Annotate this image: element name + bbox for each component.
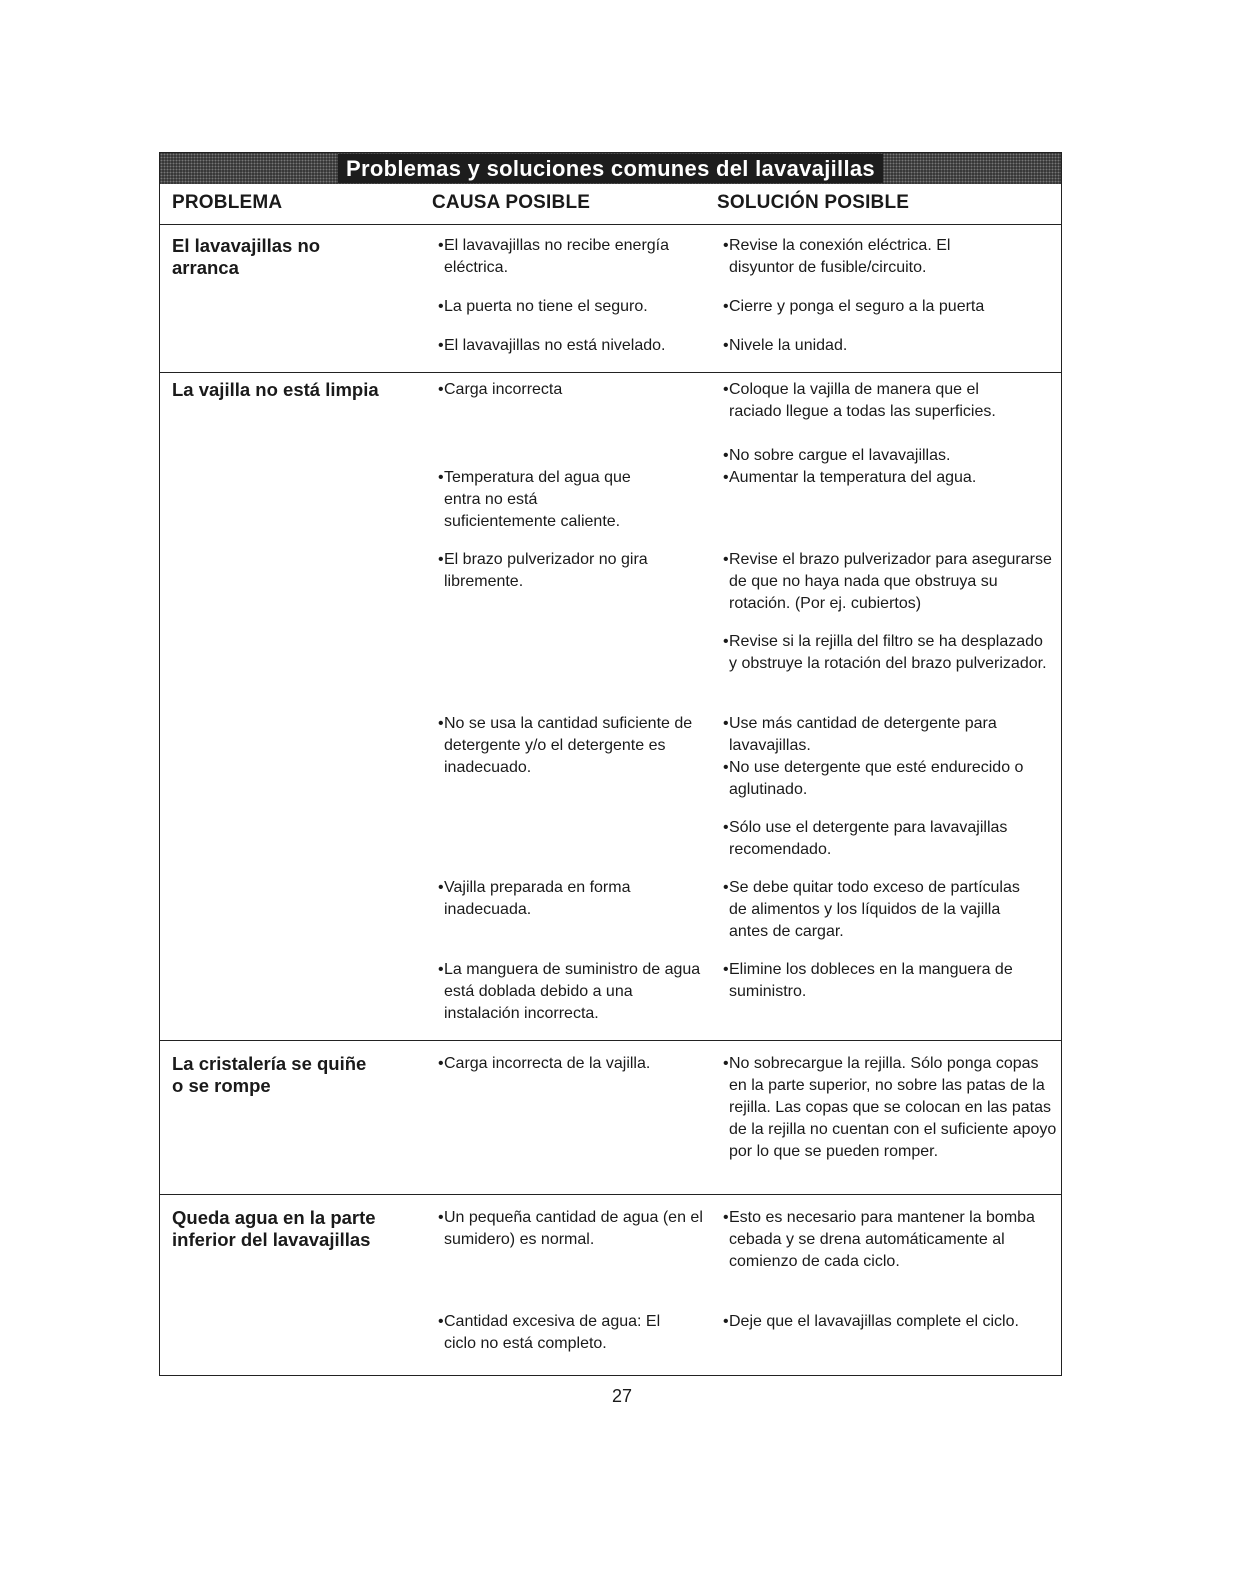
troubleshooting-table	[159, 152, 1062, 1376]
cause-item: • Un pequeña cantidad de agua (en el sumidero) es normal.	[432, 1207, 707, 1251]
table-title: Problemas y soluciones comunes del lavavajillas	[338, 154, 883, 183]
solution-item: • Revise si la rejilla del filtro se ha desplazado y obstruye la rotación del brazo pulverizador.	[717, 631, 1047, 675]
problem-label: La cristalería se quiñe o se rompe	[172, 1053, 367, 1096]
solution-item: • Revise la conexión eléctrica. El disyuntor de fusible/circuito.	[717, 235, 1017, 279]
table-row	[160, 373, 1061, 1041]
solution-item: • Elimine los dobleces en la manguera de suministro.	[717, 959, 1037, 1003]
header-problem: PROBLEMA	[172, 192, 283, 213]
cause-item: • Vajilla preparada en forma inadecuada.	[432, 877, 682, 921]
header-cause: CAUSA POSIBLE	[432, 192, 591, 213]
column-header-row	[160, 184, 1061, 225]
solution-item: • Sólo use el detergente para lavavajillas recomendado.	[717, 817, 1061, 861]
solution-item: • No sobre cargue el lavavajillas.	[717, 445, 1047, 467]
solution-item: • Revise el brazo pulverizador para asegurarse de que no haya nada que obstruya su rotación. (Por ej. cubiertos)	[717, 549, 1061, 615]
cause-item: • La puerta no tiene el seguro.	[432, 296, 722, 318]
solution-item: • No sobrecargue la rejilla. Sólo ponga copas en la parte superior, no sobre las patas de la rejilla. Las copas que se colocan en las patas de la rejilla no cuentan con el suficiente apoyo por lo que se pueden romper.	[717, 1053, 1057, 1163]
solution-item: • Aumentar la temperatura del agua.	[717, 467, 1061, 489]
solution-item: • Coloque la vajilla de manera que el raciado llegue a todas las superficies.	[717, 379, 1027, 423]
solution-item: • Cierre y ponga el seguro a la puerta	[717, 296, 1061, 318]
solution-item: • Nivele la unidad.	[717, 335, 1061, 357]
cause-item: • El lavavajillas no está nivelado.	[432, 335, 722, 357]
page-number: 27	[611, 1386, 633, 1406]
cause-item: • No se usa la cantidad suficiente de detergente y/o el detergente es inadecuado.	[432, 713, 717, 779]
table-row	[160, 1041, 1061, 1195]
cause-item: • El brazo pulverizador no gira libremente.	[432, 549, 702, 593]
title-banner	[160, 153, 1061, 184]
cause-item: • La manguera de suministro de agua está doblada debido a una instalación incorrecta.	[432, 959, 702, 1025]
solution-item: • Esto es necesario para mantener la bomba cebada y se drena automáticamente al comienzo de cada ciclo.	[717, 1207, 1047, 1273]
solution-item: • Use más cantidad de detergente para lavavajillas.	[717, 713, 1061, 757]
cause-item: • Cantidad excesiva de agua: El ciclo no está completo.	[432, 1311, 682, 1355]
cause-item: • Temperatura del agua que entra no está suficientemente caliente.	[432, 467, 637, 533]
cause-item: • El lavavajillas no recibe energía eléctrica.	[432, 235, 722, 279]
problem-label: Queda agua en la parte inferior del lavavajillas	[172, 1207, 376, 1250]
cause-item: • Carga incorrecta de la vajilla.	[432, 1053, 722, 1075]
header-solution: SOLUCIÓN POSIBLE	[717, 192, 910, 213]
table-row	[160, 1195, 1061, 1375]
table-row	[160, 225, 1061, 373]
solution-item: • Deje que el lavavajillas complete el ciclo.	[717, 1311, 1027, 1333]
problem-label: La vajilla no está limpia	[172, 379, 379, 400]
solution-item: • Se debe quitar todo exceso de partículas de alimentos y los líquidos de la vajilla antes de cargar.	[717, 877, 1037, 943]
cause-item: • Carga incorrecta	[432, 379, 722, 401]
solution-item: • No use detergente que esté endurecido o aglutinado.	[717, 757, 1061, 801]
problem-label: El lavavajillas no arranca	[172, 235, 321, 278]
